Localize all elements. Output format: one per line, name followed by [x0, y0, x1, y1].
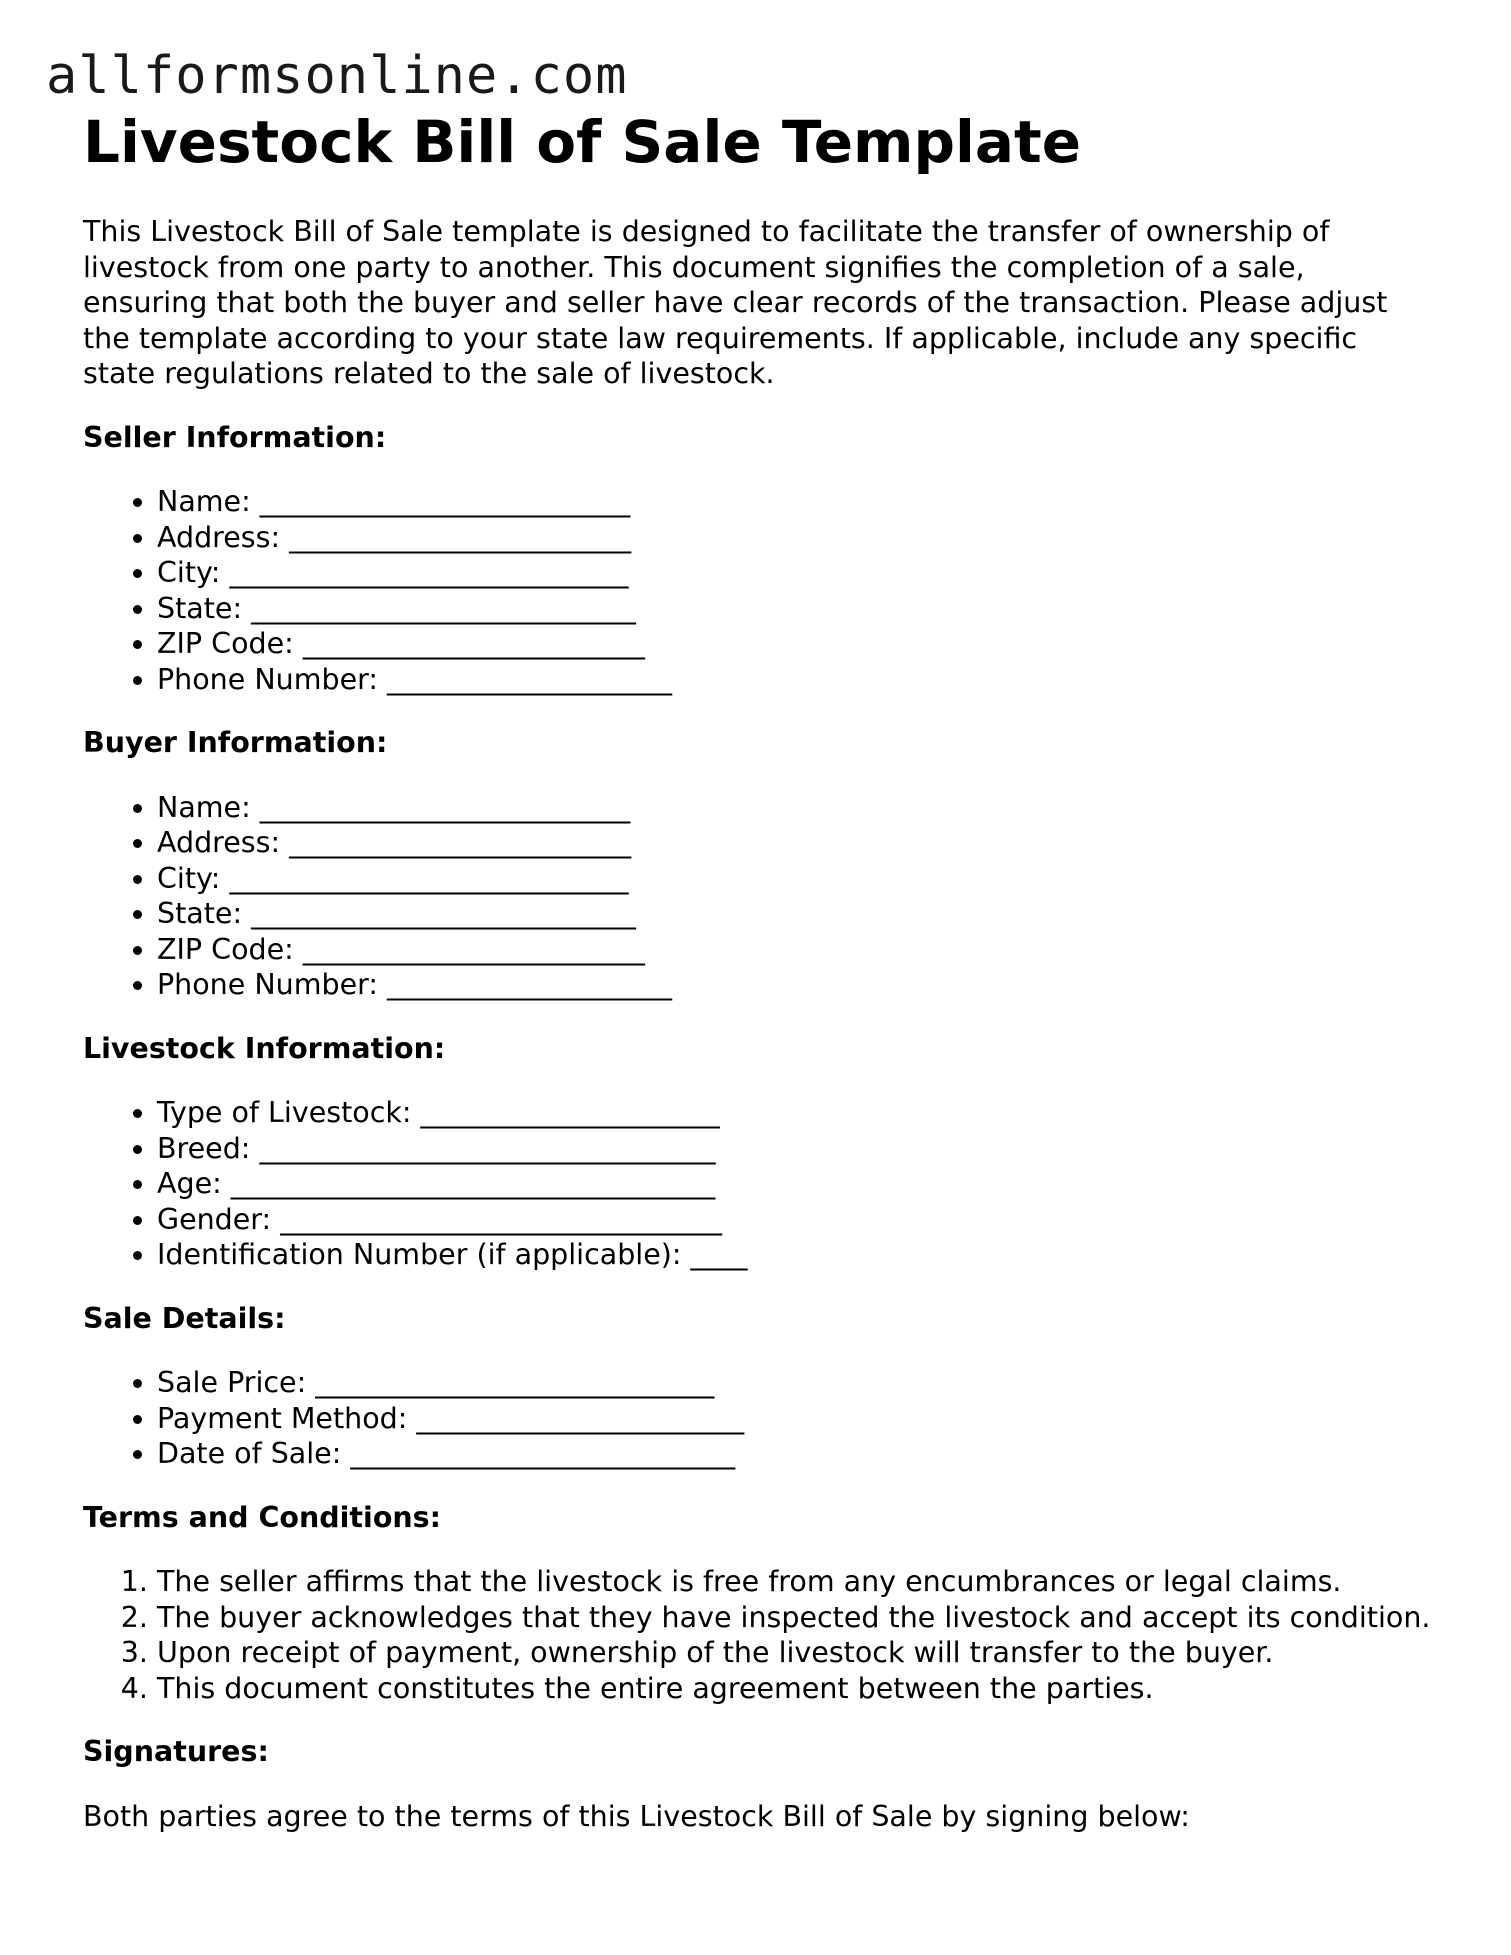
buyer-name-item	[157, 790, 1443, 826]
livestock-breed-item	[157, 1131, 1443, 1167]
site-watermark: allformsonline.com	[46, 46, 628, 106]
field-label: Phone Number:	[157, 968, 378, 1001]
terms-list	[83, 1564, 1477, 1706]
document-title: Livestock Bill of Sale Template	[83, 108, 1082, 176]
buyer-city-blank[interactable]: ____________________________	[229, 861, 629, 895]
seller-name-item	[157, 484, 1443, 520]
livestock-breed-blank[interactable]: ________________________________	[259, 1131, 716, 1165]
field-label: City:	[157, 861, 221, 895]
term-item: 3. Upon receipt of payment, ownership of the livestock will transfer to the buyer.	[157, 1635, 1477, 1671]
livestock-heading: Livestock Information:	[83, 1031, 446, 1065]
buyer-field-list	[83, 790, 1443, 1003]
sale-price-item	[157, 1365, 1443, 1401]
term-item: 4. This document constitutes the entire agreement between the parties.	[157, 1671, 1477, 1707]
seller-zip-blank[interactable]: ________________________	[302, 627, 645, 660]
field-label: Name:	[157, 485, 251, 518]
buyer-state-blank[interactable]: ___________________________	[251, 897, 636, 930]
sale-heading: Sale Details:	[83, 1301, 286, 1335]
buyer-phone-blank[interactable]: ____________________	[387, 968, 672, 1001]
sale-price-blank[interactable]: ____________________________	[315, 1366, 715, 1399]
livestock-age-item	[157, 1166, 1443, 1202]
field-label: Breed:	[157, 1131, 251, 1165]
seller-heading: Seller Information:	[83, 420, 387, 454]
buyer-name-blank[interactable]: __________________________	[259, 790, 631, 824]
signatures-heading: Signatures:	[83, 1735, 269, 1768]
payment-method-blank[interactable]: _______________________	[416, 1401, 745, 1435]
field-label: City:	[157, 556, 221, 589]
buyer-address-blank[interactable]: ________________________	[289, 826, 632, 859]
terms-heading: Terms and Conditions:	[83, 1500, 442, 1534]
field-label: Address:	[157, 520, 281, 554]
field-label: Type of Livestock:	[157, 1096, 412, 1129]
field-label: Payment Method:	[157, 1401, 408, 1435]
field-label: Date of Sale:	[157, 1437, 342, 1470]
livestock-id-item	[157, 1237, 1443, 1273]
payment-method-item	[157, 1401, 1443, 1437]
buyer-heading: Buyer Information:	[83, 726, 388, 759]
livestock-field-list	[83, 1095, 1443, 1273]
livestock-id-blank[interactable]: ____	[690, 1238, 748, 1271]
term-item: 1. The seller affirms that the livestock is free from any encumbrances or legal claims.	[157, 1564, 1477, 1600]
field-label: Gender:	[157, 1202, 272, 1236]
field-label: Sale Price:	[157, 1366, 307, 1399]
field-label: Name:	[157, 790, 251, 824]
seller-address-blank[interactable]: ________________________	[289, 520, 632, 554]
sale-date-blank[interactable]: ___________________________	[350, 1437, 736, 1470]
field-label: State:	[157, 897, 243, 930]
document-page	[83, 104, 1443, 1834]
livestock-gender-blank[interactable]: _______________________________	[280, 1202, 722, 1236]
seller-zip-item	[157, 626, 1443, 662]
sale-field-list	[83, 1365, 1443, 1472]
field-label: ZIP Code:	[157, 932, 294, 966]
livestock-type-item	[157, 1095, 1443, 1131]
livestock-age-blank[interactable]: __________________________________	[230, 1167, 716, 1200]
field-label: State:	[157, 591, 243, 625]
field-label: ZIP Code:	[157, 627, 294, 660]
field-label: Identification Number (if applicable):	[157, 1238, 682, 1271]
seller-phone-item	[157, 662, 1443, 698]
buyer-state-item	[157, 896, 1443, 932]
buyer-phone-item	[157, 967, 1443, 1003]
seller-address-item	[157, 520, 1443, 556]
field-label: Age:	[157, 1167, 222, 1200]
seller-state-blank[interactable]: ___________________________	[251, 591, 636, 625]
field-label: Phone Number:	[157, 662, 378, 696]
seller-city-item	[157, 555, 1443, 591]
buyer-city-item	[157, 861, 1443, 897]
livestock-gender-item	[157, 1202, 1443, 1238]
buyer-zip-item	[157, 932, 1443, 968]
buyer-zip-blank[interactable]: ________________________	[302, 932, 645, 966]
seller-state-item	[157, 591, 1443, 627]
seller-phone-blank[interactable]: ____________________	[387, 662, 672, 696]
signatures-text: Both parties agree to the terms of this Livestock Bill of Sale by signing below:	[83, 1799, 1190, 1833]
livestock-type-blank[interactable]: _____________________	[420, 1096, 720, 1129]
sale-date-item	[157, 1436, 1443, 1472]
buyer-address-item	[157, 825, 1443, 861]
intro-paragraph: This Livestock Bill of Sale template is designed to facilitate the transfer of ownership of livestock from one party to another. This document signifies the completion of a sale, ensuring that both the buyer and seller have clear records of the transaction. Please adjust the template according to your state law requirements. If applicable, include any specific state regulations related to the sale of livestock.	[83, 215, 1388, 390]
seller-city-blank[interactable]: ____________________________	[229, 556, 629, 589]
term-item: 2. The buyer acknowledges that they have inspected the livestock and accept its condition.	[157, 1600, 1477, 1636]
field-label: Address:	[157, 826, 281, 859]
seller-field-list	[83, 484, 1443, 697]
seller-name-blank[interactable]: __________________________	[259, 485, 631, 518]
